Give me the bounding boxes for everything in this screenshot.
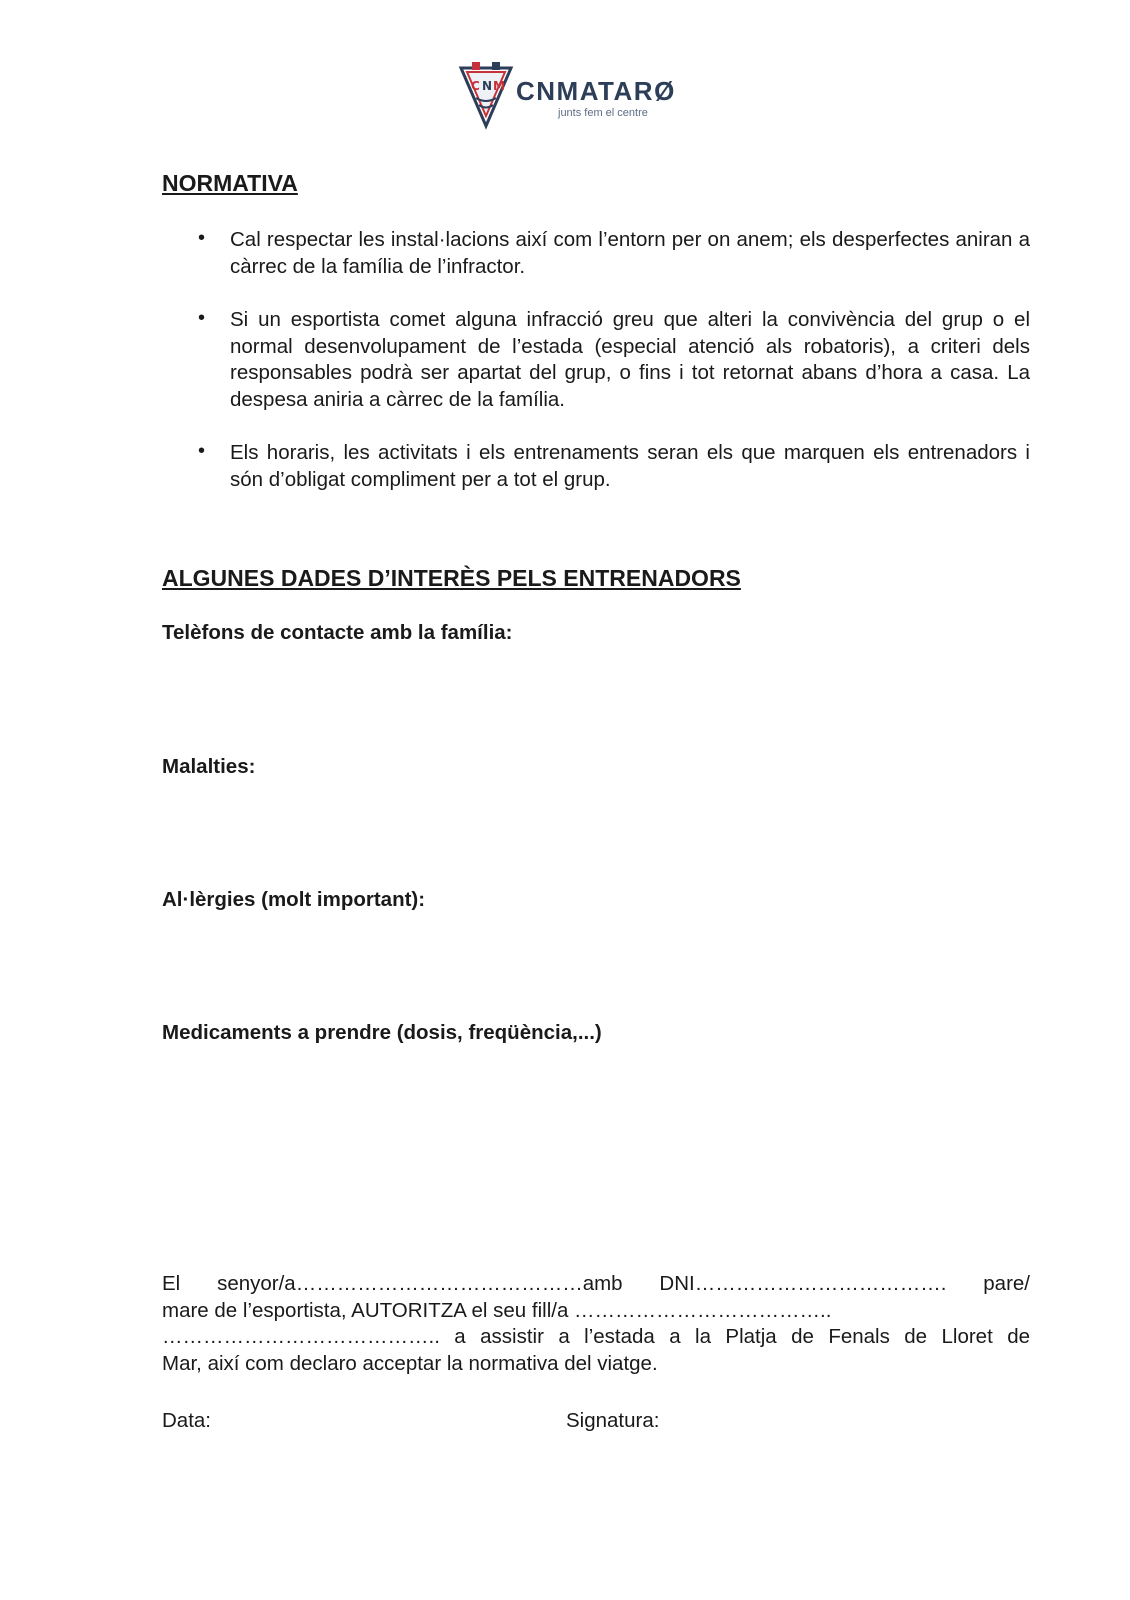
medicaments-label: Medicaments a prendre (dosis, freqüència,...) (162, 1021, 602, 1044)
list-item (162, 440, 1030, 493)
rule-text: Els horaris, les activitats i els entrenaments seran els que marquen els entrenadors i són d’obligat compliment per a tot el grup. (230, 441, 1030, 491)
club-name: CNMATARØ (516, 76, 676, 106)
club-logo (458, 56, 678, 132)
authorization-line: mare de l’esportista, AUTORITZA el seu fill/a ……………………………….. (162, 1298, 832, 1322)
normativa-heading: NORMATIVA (162, 170, 298, 196)
club-tagline: junts fem el centre (558, 107, 648, 119)
signatura-label: Signatura: (566, 1409, 660, 1432)
rule-text: Si un esportista comet alguna infracció greu que alteri la convivència del grup o el normal desenvolupament de l’estada (especial atenció als robatoris), a criteri dels responsables podrà ser apartat del grup, o fins i tot retornat abans d’hora a casa. La despesa aniria a càrrec de la família. (230, 308, 1030, 411)
rule-text: Cal respectar les instal·lacions així com l’entorn per on anem; els desperfectes aniran a càrrec de la família de l’infractor. (230, 228, 1030, 278)
dades-heading: ALGUNES DADES D’INTERÈS PELS ENTRENADORS (162, 565, 741, 591)
allergies-label: Al·lèrgies (molt important): (162, 888, 426, 911)
normativa-list (162, 227, 1030, 520)
malalties-label: Malalties: (162, 755, 256, 778)
authorization-paragraph (162, 1271, 1030, 1377)
data-label: Data: (162, 1409, 211, 1432)
bullet-icon: • (198, 227, 206, 249)
list-item (162, 227, 1030, 280)
svg-text:C: C (471, 79, 480, 93)
authorization-line: El senyor/a……………………………………amb DNI………………………………. pare/ (162, 1272, 1030, 1295)
club-crest-icon (458, 56, 514, 132)
list-item (162, 307, 1030, 413)
bullet-icon: • (198, 307, 206, 329)
svg-text:N: N (482, 79, 493, 93)
authorization-line: Mar, així com declaro acceptar la normativa del viatge. (162, 1351, 658, 1375)
telefons-label: Telèfons de contacte amb la família: (162, 621, 513, 644)
bullet-icon: • (198, 440, 206, 462)
authorization-line: ………………………………….. a assistir a l’estada a la Platja de Fenals de Lloret de (162, 1325, 1030, 1348)
svg-text:M: M (493, 79, 505, 93)
